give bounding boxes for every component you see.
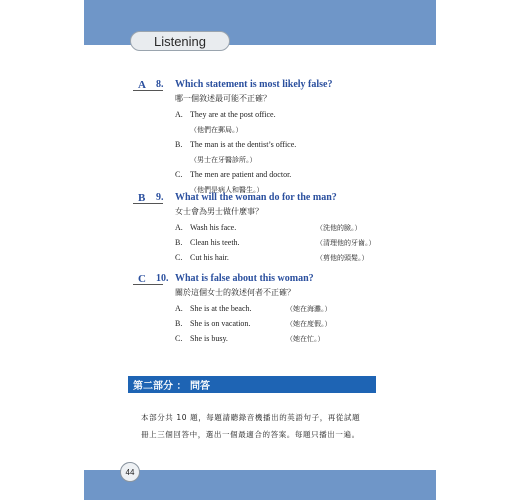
question-translation: 關於這個女士的敘述何者不正確？ <box>175 288 295 297</box>
answer-letter: C <box>138 273 146 285</box>
option-translation: （剪他的頭髮。） <box>316 254 369 262</box>
question-number: 10. <box>156 273 169 284</box>
option-translation: （她在海灘。） <box>286 305 332 313</box>
option-text: Clean his teeth. <box>190 238 240 247</box>
answer-letter: A <box>138 79 146 91</box>
option <box>128 319 398 334</box>
instructions-text <box>141 409 391 443</box>
option-text: Wash his face. <box>190 223 237 232</box>
option-text: The men are patient and doctor. <box>190 170 292 179</box>
question-translation: 女士會為男士做什麼事？ <box>175 207 263 216</box>
option-text: The man is at the dentist’s office. <box>190 140 297 149</box>
option <box>128 238 398 253</box>
option-translation: （清理他的牙齒。） <box>316 239 376 247</box>
question-text: What will the woman do for the man? <box>175 192 337 203</box>
question-block <box>128 193 398 268</box>
option-translation-line <box>128 125 398 137</box>
option-text: Cut his hair. <box>190 253 229 262</box>
option-translation: （他們在郵局。） <box>190 126 243 134</box>
instructions-line: 冊上三個回答中，選出一個最適合的答案。每題只播出一遍。 <box>141 430 360 439</box>
option-text: She is on vacation. <box>190 319 251 328</box>
option <box>128 334 398 349</box>
option-translation: （洗他的臉。） <box>316 224 362 232</box>
answer-blank-line <box>133 90 163 91</box>
option-translation: （男士在牙醫診所。） <box>190 156 257 164</box>
question-number: 8. <box>156 79 164 90</box>
question-text: Which statement is most likely false? <box>175 79 333 90</box>
option-letter: C. <box>175 334 183 343</box>
option-text: They are at the post office. <box>190 110 276 119</box>
option <box>128 304 398 319</box>
option-text: She is busy. <box>190 334 228 343</box>
option <box>128 253 398 268</box>
question-block <box>128 80 398 197</box>
option-text: She is at the beach. <box>190 304 252 313</box>
question-header <box>128 80 398 94</box>
instructions-line: 本部分共 10 題，每題請聽錄音機播出的英語句子，再從試題 <box>141 413 361 422</box>
option-letter: B. <box>175 319 183 328</box>
option-letter: C. <box>175 253 183 262</box>
option-translation: （她在度假。） <box>286 320 332 328</box>
question-translation: 哪一個敘述最可能不正確？ <box>175 94 271 103</box>
question-text: What is false about this woman? <box>175 273 314 284</box>
page-number: 44 <box>120 462 140 482</box>
option-letter: B. <box>175 140 183 149</box>
option-letter: A. <box>175 304 183 313</box>
question-header <box>128 193 398 207</box>
answer-blank-line <box>133 203 163 204</box>
option-letter: C. <box>175 170 183 179</box>
option <box>128 170 398 185</box>
option-translation: （他們是病人和醫生。） <box>190 186 264 194</box>
answer-letter: B <box>138 192 146 204</box>
question-block <box>128 274 398 349</box>
option-letter: B. <box>175 238 183 247</box>
option-letter: A. <box>175 110 183 119</box>
question-header <box>128 274 398 288</box>
option <box>128 140 398 155</box>
option <box>128 110 398 125</box>
part-two-header: 第二部分 ： 問答 <box>128 376 376 393</box>
answer-blank-line <box>133 284 163 285</box>
question-number: 9. <box>156 192 164 203</box>
option-translation-line <box>128 155 398 167</box>
option-translation: （她在忙。） <box>286 335 325 343</box>
option-letter: A. <box>175 223 183 232</box>
option <box>128 223 398 238</box>
section-title-tab: Listening <box>130 31 230 51</box>
